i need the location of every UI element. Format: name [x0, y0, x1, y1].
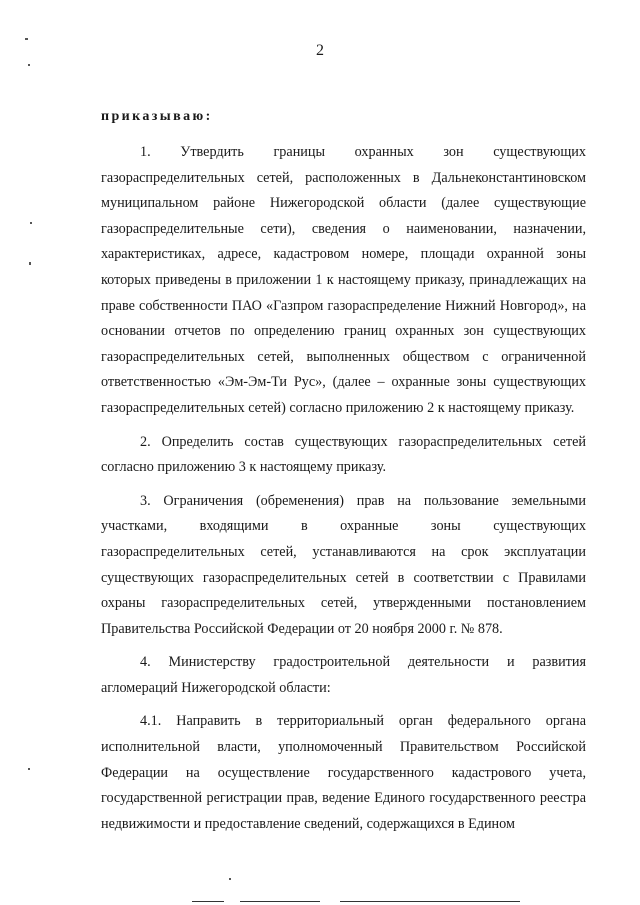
paragraph-4-1: 4.1. Направить в территориальный орган федерального органа исполнительной власти, уполномоченный Правительством Российской Федерации на осуществление государственного кадастрового учета, государственной регистрации прав, ведение Единого государственного реестра недвижимости и предоставление сведений, содержащихся в Едином	[101, 713, 586, 832]
paragraph-1: 1. Утвердить границы охранных зон существующих газораспределительных сетей, расположенных в Дальнеконстантиновском муниципальном районе Нижегородской области (далее существующие газораспределительные сети), сведения о наименовании, назначении, характеристиках, адресе, кадастровом номере, площади охранной зоны которых приведены в приложении 1 к настоящему приказу, принадлежащих на праве собственности ПАО «Газпром газораспределение Нижний Новгород», на основании отчетов по определению границ охранных зон существующих газораспределительных сетей, выполненных обществом с ограниченной ответственностью «Эм-Эм-Ти Рус», (далее – охранные зоны существующих газораспределительных сетей) согласно приложению 2 к настоящему приказу.	[101, 144, 586, 416]
scan-mark	[29, 262, 31, 265]
paragraph-3: 3. Ограничения (обременения) прав на пользование земельными участками, входящими в охранные зоны существующих газораспределительных сетей, устанавливаются на срок эксплуатации существующих газораспределительных сетей в соответствии с Правилами охраны газораспределительных сетей, утвержденными постановлением Правительства Российской Федерации от 20 ноября 2000 г. № 878.	[101, 492, 586, 637]
scan-mark	[25, 38, 28, 40]
footer-rule	[240, 901, 320, 902]
paragraph-2: 2. Определить состав существующих газораспределительных сетей согласно приложению 3 к настоящему приказу.	[101, 433, 586, 476]
document-body	[101, 140, 586, 837]
order-heading: приказываю:	[101, 109, 213, 124]
scan-mark	[30, 222, 32, 224]
scan-mark	[229, 878, 231, 880]
page-number: 2	[316, 42, 324, 59]
paragraph-4: 4. Министерству градостроительной деятельности и развития агломераций Нижегородской области:	[101, 654, 586, 696]
footer-rule	[340, 901, 520, 902]
scan-mark	[28, 64, 30, 66]
scan-mark	[28, 768, 30, 770]
footer-rule	[192, 901, 224, 902]
